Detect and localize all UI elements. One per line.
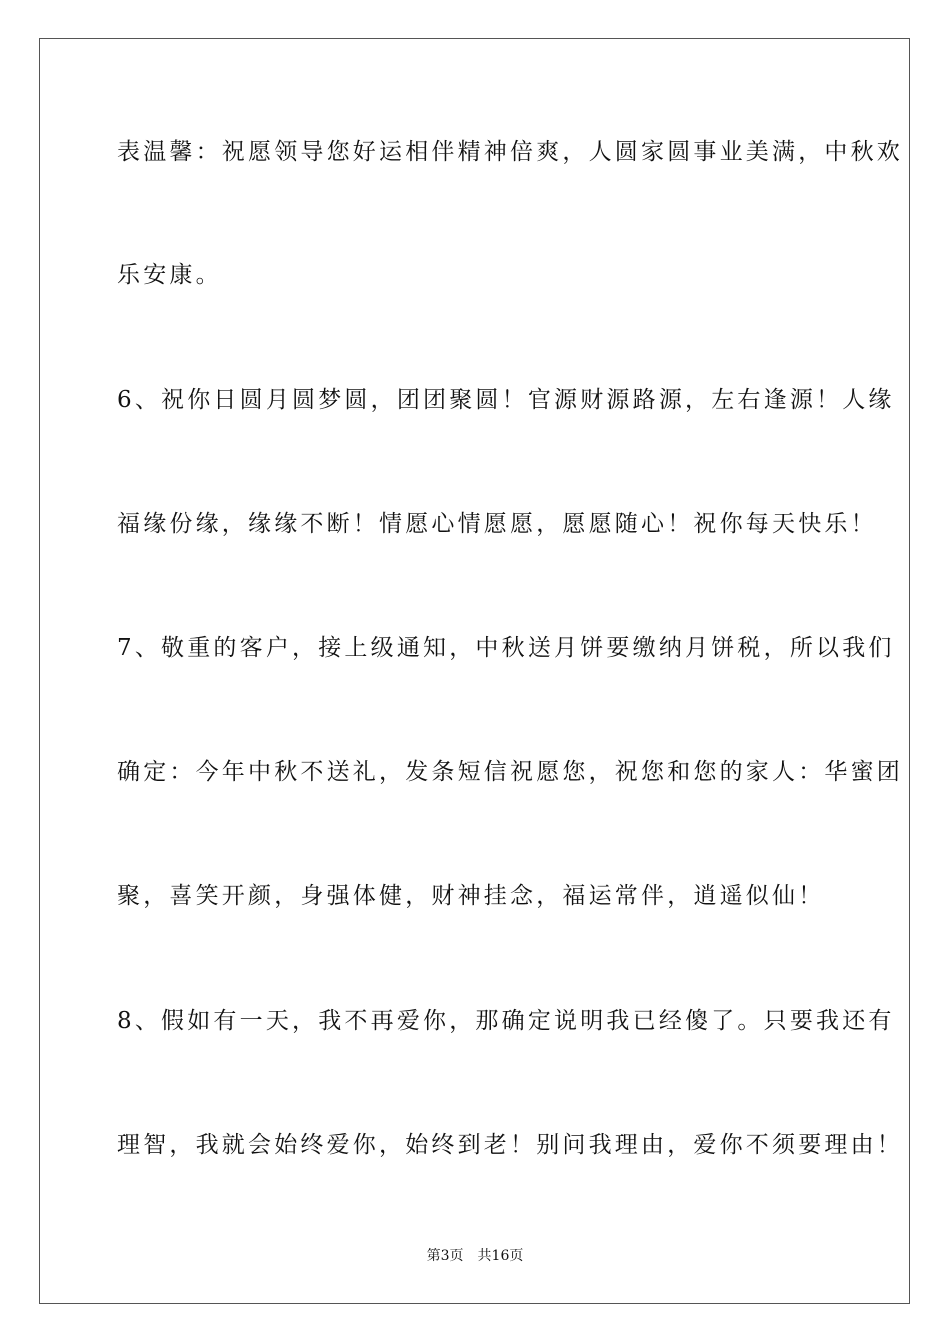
body-line-4: 福缘份缘，缘缘不断！情愿心情愿愿，愿愿随心！祝你每天快乐！ <box>117 511 877 537</box>
body-line-6: 确定：今年中秋不送礼，发条短信祝愿您，祝您和您的家人：华蜜团 <box>117 759 903 785</box>
body-line-5: 7、敬重的客户，接上级通知，中秋送月饼要缴纳月饼税，所以我们 <box>117 635 895 661</box>
body-line-8: 8、假如有一天，我不再爱你，那确定说明我已经傻了。只要我还有 <box>117 1008 895 1034</box>
page-footer <box>0 1247 950 1265</box>
total-pages: 共16页 <box>477 1248 524 1264</box>
body-line-1: 表温馨：祝愿领导您好运相伴精神倍爽，人圆家圆事业美满，中秋欢 <box>117 139 903 165</box>
body-line-2: 乐安康。 <box>117 262 222 288</box>
body-line-3: 6、祝你日圆月圆梦圆，团团聚圆！官源财源路源，左右逢源！人缘 <box>117 387 895 413</box>
body-line-9: 理智，我就会始终爱你，始终到老！别问我理由，爱你不须要理由！ <box>117 1132 903 1158</box>
page-border <box>39 38 910 1304</box>
body-line-7: 聚，喜笑开颜，身强体健，财神挂念，福运常伴，逍遥似仙！ <box>117 883 825 909</box>
page-number: 第3页 <box>426 1248 464 1264</box>
